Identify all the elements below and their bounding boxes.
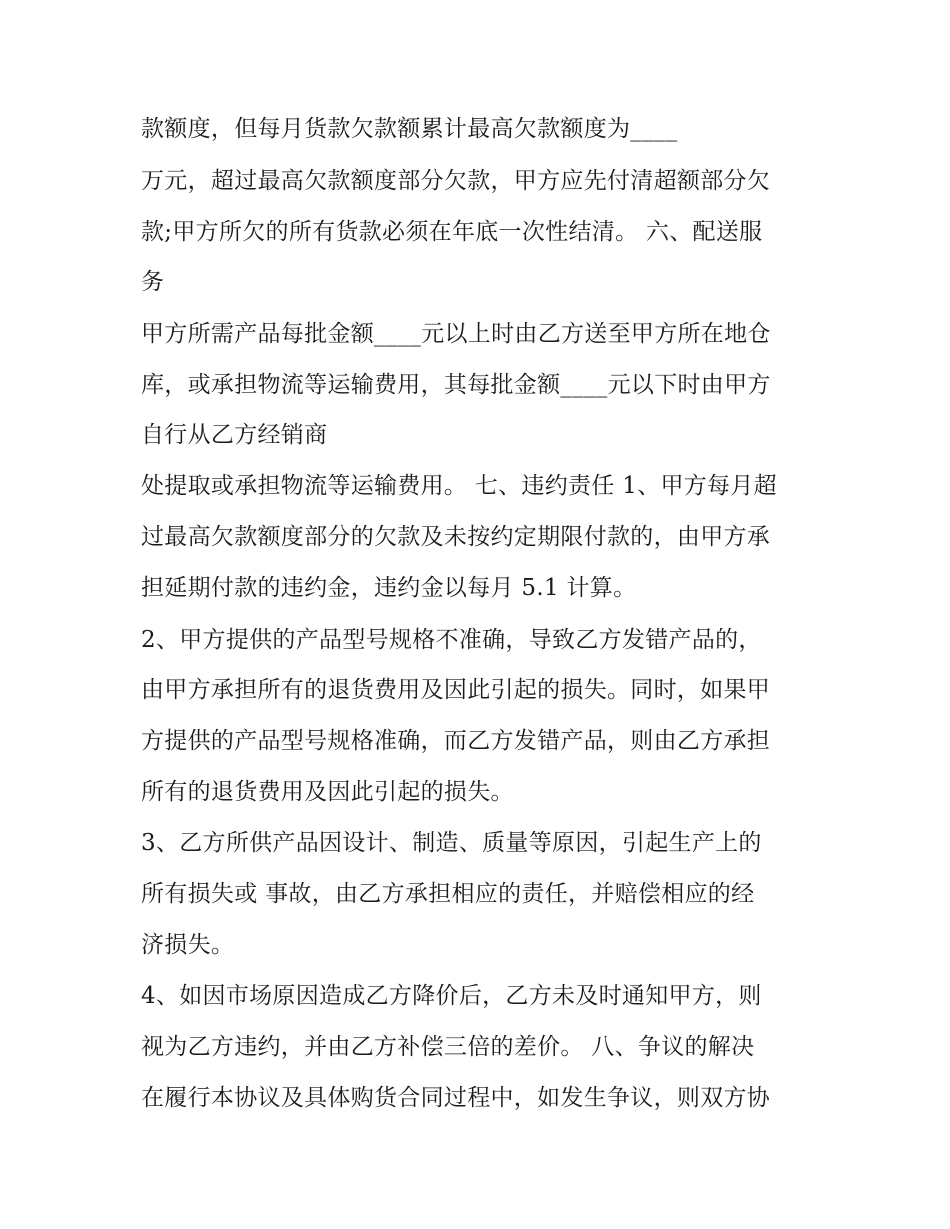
text-line: 4、如因市场原因造成乙方降价后，乙方未及时通知甲方，则	[141, 983, 762, 1009]
text-line: 在履行本协议及具体购货合同过程中，如发生争议，则双方协	[141, 1085, 771, 1111]
text-line: 2、甲方提供的产品型号规格不准确，导致乙方发错产品的，	[141, 627, 762, 653]
text-line: 自行从乙方经销商	[141, 422, 328, 448]
text-line: 务	[141, 269, 165, 295]
text-line: 视为乙方违约，并由乙方补偿三倍的差价。 八、争议的解决	[141, 1034, 755, 1060]
text-line: 担延期付款的违约金，违约金以每月 5.1 计算。	[141, 575, 637, 601]
text-line: 万元，超过最高欠款额度部分欠款，甲方应先付清超额部分欠	[141, 168, 771, 194]
text-line: 由甲方承担所有的退货费用及因此引起的损失。同时，如果甲	[141, 677, 771, 703]
text-line: 款额度，但每月货款欠款额累计最高欠款额度为____	[141, 116, 678, 142]
text-line: 3、乙方所供产品因设计、制造、质量等原因，引起生产上的	[141, 830, 762, 856]
text-line: 所有的退货费用及因此引起的损失。	[141, 779, 514, 805]
text-line: 甲方所需产品每批金额____元以上时由乙方送至甲方所在地仓	[141, 321, 771, 347]
text-line: 济损失。	[141, 932, 235, 958]
text-line: 方提供的产品型号规格准确，而乙方发错产品，则由乙方承担	[141, 728, 771, 754]
text-line: 款;甲方所欠的所有货款必须在年底一次性结清。 六、配送服	[141, 219, 763, 245]
text-line: 所有损失或 事故，由乙方承担相应的责任，并赔偿相应的经	[141, 881, 755, 907]
text-line: 过最高欠款额度部分的欠款及未按约定期限付款的，由甲方承	[141, 524, 771, 550]
text-line: 库，或承担物流等运输费用，其每批金额____元以下时由甲方	[141, 372, 771, 398]
text-line: 处提取或承担物流等运输费用。 七、违约责任 1、甲方每月超	[141, 473, 777, 499]
